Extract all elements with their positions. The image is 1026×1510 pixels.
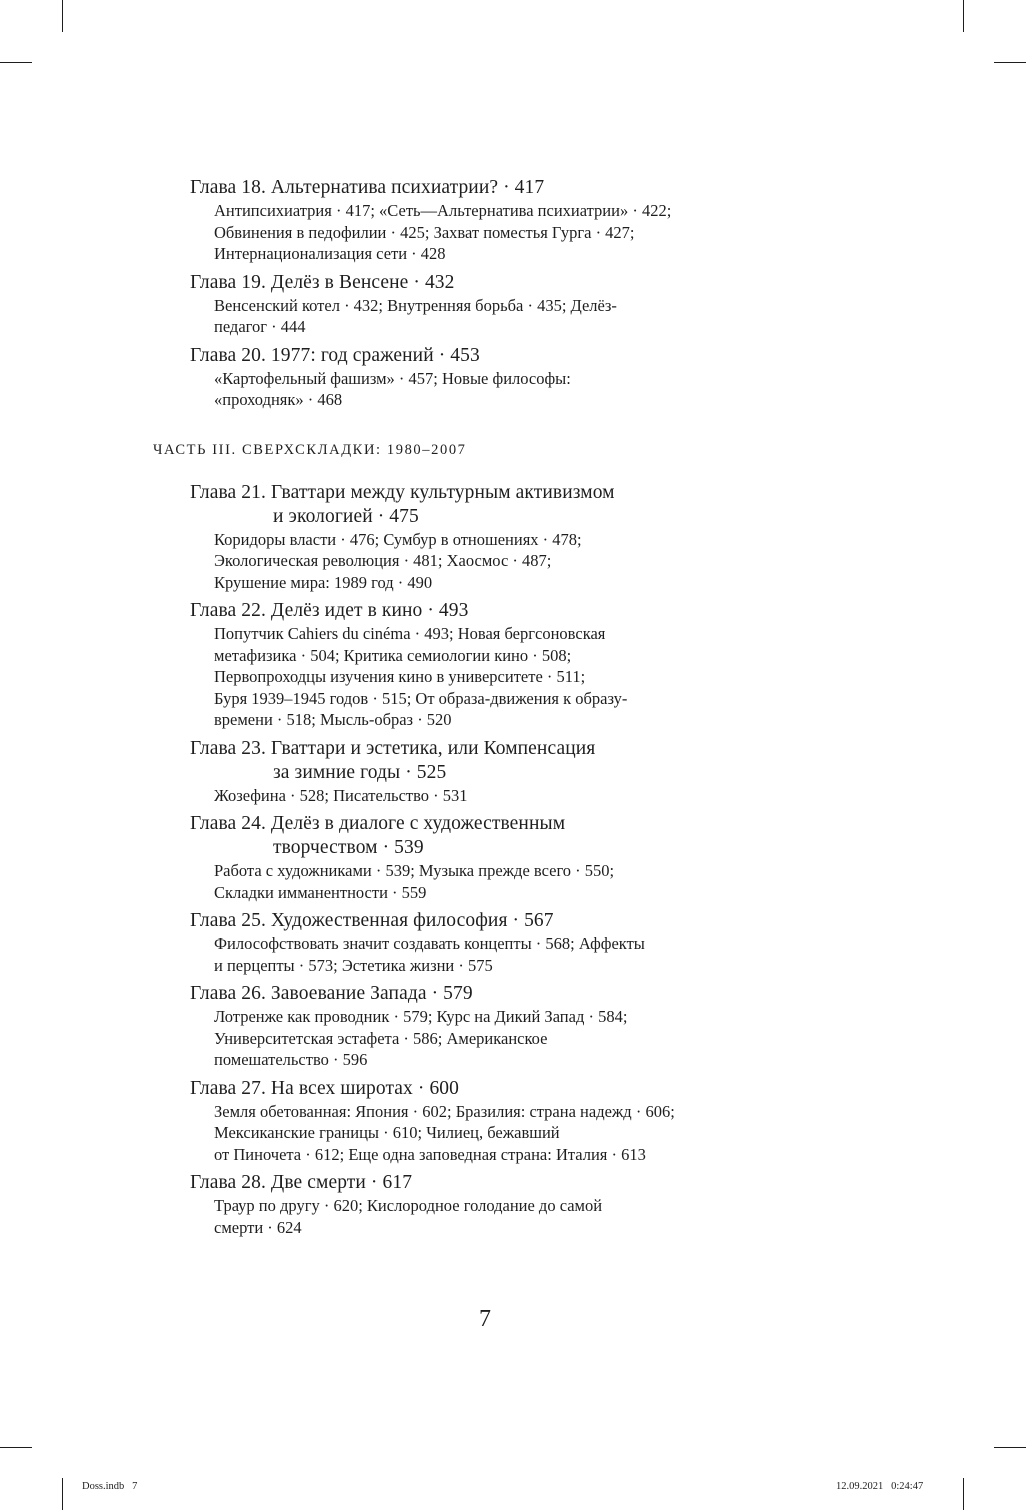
chapter-entry [190,481,813,594]
chapter-entry [190,271,813,338]
chapter-title: Глава 27. На всех широтах · 600 [190,1077,459,1099]
chapter-title: Глава 19. Делёз в Венсене · 432 [190,271,455,293]
chapter-title: Глава 25. Художественная философия · 567 [190,910,554,931]
section-list-line: Философствовать значит создавать концепты · 568; Аффекты [214,934,645,953]
section-list-line: Интернационализация сети · 428 [214,244,446,263]
crop-mark [62,0,63,32]
chapter-title: Глава 18. Альтернатива психиатрии? · 417 [190,177,545,198]
crop-mark [0,62,32,63]
chapter-title: Глава 26. Завоевание Запада · 579 [190,983,473,1004]
section-list-line: Обвинения в педофилии · 425; Захват поместья Гурга · 427; [214,222,635,242]
print-slug-file: Doss.indb 7 [82,1481,138,1492]
section-list-line: метафизика · 504; Критика семиологии кино · 508; [214,645,572,665]
section-list-line: Первопроходцы изучения кино в университете · 511; [214,667,586,686]
chapter-list-bottom [153,481,813,1239]
section-list-line: Университетская эстафета · 586; Американское [214,1028,548,1048]
chapter-title: Глава 23. Гваттари и эстетика, или Компенсация [190,737,596,759]
chapter-entry [190,737,813,807]
page-number: 7 [479,1306,491,1332]
section-list-line: «проходняк» · 468 [214,390,343,409]
chapter-entry [190,344,813,411]
chapter-title: Глава 22. Делёз идет в кино · 493 [190,600,469,621]
crop-mark [994,62,1026,63]
section-list-line: Коридоры власти · 476; Сумбур в отношениях · 478; [214,529,582,549]
section-list-line: Земля обетованная: Япония · 602; Бразилия: страна надежд · 606; [214,1101,675,1121]
section-list-line: Работа с художниками · 539; Музыка прежде всего · 550; [214,861,615,880]
chapter-list-top [153,176,813,411]
print-slug-timestamp: 12.09.2021 0:24:47 [836,1481,924,1492]
section-list-line: Венсенский котел · 432; Внутренняя борьба · 435; Делёз- [214,295,617,315]
section-list-line: Крушение мира: 1989 год · 490 [214,572,433,592]
chapter-title-continuation: и экологией · 475 [273,505,419,527]
crop-mark [963,1478,964,1510]
table-of-contents [153,176,813,1244]
chapter-title-continuation: творчеством · 539 [273,837,424,858]
chapter-entry [190,909,813,976]
section-list-line: Складки имманентности · 559 [214,882,427,902]
chapter-title: Глава 21. Гваттари между культурным активизмом [190,481,615,503]
section-list-line: времени · 518; Мысль-образ · 520 [214,710,452,729]
chapter-entry [190,812,813,903]
chapter-entry [190,599,813,731]
chapter-entry [190,176,813,265]
crop-mark [0,1447,32,1448]
section-list-line: Попутчик Cahiers du cinéma · 493; Новая бергсоновская [214,624,606,643]
part-heading: ЧАСТЬ III. СВЕРХСКЛАДКИ: 1980–2007 [153,441,467,458]
section-list-line: Экологическая революция · 481; Хаосмос · 487; [214,551,552,570]
chapter-title-continuation: за зимние годы · 525 [273,761,447,783]
section-list-line: Мексиканские границы · 610; Чилиец, бежавший [214,1123,560,1142]
chapter-entry [190,1171,813,1238]
section-list-line: от Пиночета · 612; Еще одна заповедная страна: Италия · 613 [214,1144,646,1164]
section-list-line: Траур по другу · 620; Кислородное голодание до самой [214,1196,603,1215]
chapter-entry [190,982,813,1071]
chapter-title: Глава 28. Две смерти · 617 [190,1172,413,1193]
section-list-line: Жозефина · 528; Писательство · 531 [214,785,468,805]
section-list-line: Антипсихиатрия · 417; «Сеть—Альтернатива психиатрии» · 422; [214,201,672,220]
section-list-line: и перцепты · 573; Эстетика жизни · 575 [214,955,493,975]
crop-mark [62,1478,63,1510]
section-list-line: помешательство · 596 [214,1050,368,1069]
chapter-entry [190,1077,813,1166]
section-list-line: педагог · 444 [214,317,306,336]
section-list-line: Буря 1939–1945 годов · 515; От образа-движения к образу- [214,688,628,708]
chapter-title: Глава 20. 1977: год сражений · 453 [190,344,480,366]
section-list-line: Лотренже как проводник · 579; Курс на Дикий Запад · 584; [214,1007,628,1026]
crop-mark [994,1447,1026,1448]
crop-mark [963,0,964,32]
section-list-line: «Картофельный фашизм» · 457; Новые философы: [214,368,571,388]
chapter-title: Глава 24. Делёз в диалоге с художественным [190,813,566,834]
section-list-line: смерти · 624 [214,1217,302,1237]
